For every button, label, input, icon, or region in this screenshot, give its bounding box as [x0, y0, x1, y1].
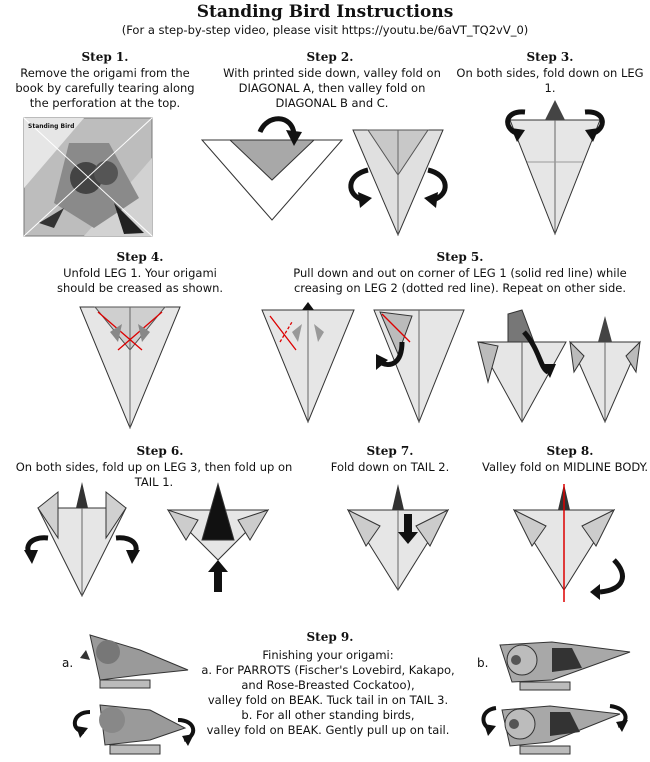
step-2-diagram-a	[202, 120, 342, 235]
step-4-heading: Step 4.	[116, 250, 164, 264]
step-3-heading: Step 3.	[526, 50, 574, 64]
step-7-diagram	[348, 480, 448, 592]
step-5-diagram-d	[570, 312, 640, 424]
step-3-text: On both sides, fold down on LEG 1.	[456, 66, 644, 95]
step-1-diagram	[24, 118, 152, 236]
step-7-text: Fold down on TAIL 2.	[330, 460, 450, 474]
step-3-diagram	[505, 92, 605, 238]
step-9-bird-a2	[70, 690, 200, 760]
step-5-heading: Step 5.	[436, 250, 484, 264]
page-title: Standing Bird Instructions	[196, 2, 454, 22]
step-8-diagram	[514, 480, 640, 605]
step-9-line-6: valley fold on BEAK. Gently pull up on tail.	[206, 723, 450, 737]
step-8-heading: Step 8.	[546, 444, 594, 458]
step-8-text: Valley fold on MIDLINE BODY.	[482, 460, 648, 474]
step-5-diagram-b	[372, 302, 467, 424]
step-9-line-3: and Rose-Breasted Cockatoo),	[241, 678, 415, 692]
step-5-diagram-c	[478, 302, 566, 424]
step-9-line-5: b. For all other standing birds,	[241, 708, 415, 722]
step-9-bird-b1	[492, 630, 632, 695]
step-6-text: On both sides, fold up on LEG 3, then fold up on TAIL 1.	[15, 460, 293, 489]
step-9-bird-a1	[80, 630, 190, 690]
step-9-bird-b2	[480, 692, 630, 760]
step-9-text	[188, 648, 468, 738]
step-5-diagram-a	[262, 302, 354, 424]
step-4-diagram	[80, 302, 180, 430]
step-7-heading: Step 7.	[366, 444, 414, 458]
step-9-line-1: Finishing your origami:	[262, 648, 394, 662]
step-1-diagram-label: Standing Bird	[28, 123, 75, 130]
label-a: a.	[62, 656, 74, 670]
step-9-heading: Step 9.	[306, 630, 354, 644]
step-1-heading: Step 1.	[81, 50, 129, 64]
step-2-diagram-b	[348, 120, 448, 238]
page-subtitle: (For a step-by-step video, please visit https://youtu.be/6aVT_TQ2vV_0)	[121, 23, 529, 37]
label-b: b.	[477, 656, 489, 670]
step-4-text: Unfold LEG 1. Your origami should be creased as shown.	[56, 266, 224, 295]
step-2-text: With printed side down, valley fold on DIAGONAL A, then valley fold on DIAGONAL B and C.	[223, 66, 441, 110]
step-6-diagram-b	[168, 480, 268, 594]
step-6-diagram-a	[18, 478, 146, 598]
step-5-text: Pull down and out on corner of LEG 1 (solid red line) while creasing on LEG 2 (dotted red line). Repeat on other side.	[293, 266, 627, 295]
step-2-heading: Step 2.	[306, 50, 354, 64]
step-9-line-4: valley fold on BEAK. Tuck tail in on TAIL 3.	[207, 693, 449, 707]
step-1-text: Remove the origami from the book by carefully tearing along the perforation at the top.	[15, 66, 195, 110]
step-9-line-2: a. For PARROTS (Fischer's Lovebird, Kakapo,	[201, 663, 455, 677]
step-6-heading: Step 6.	[136, 444, 184, 458]
